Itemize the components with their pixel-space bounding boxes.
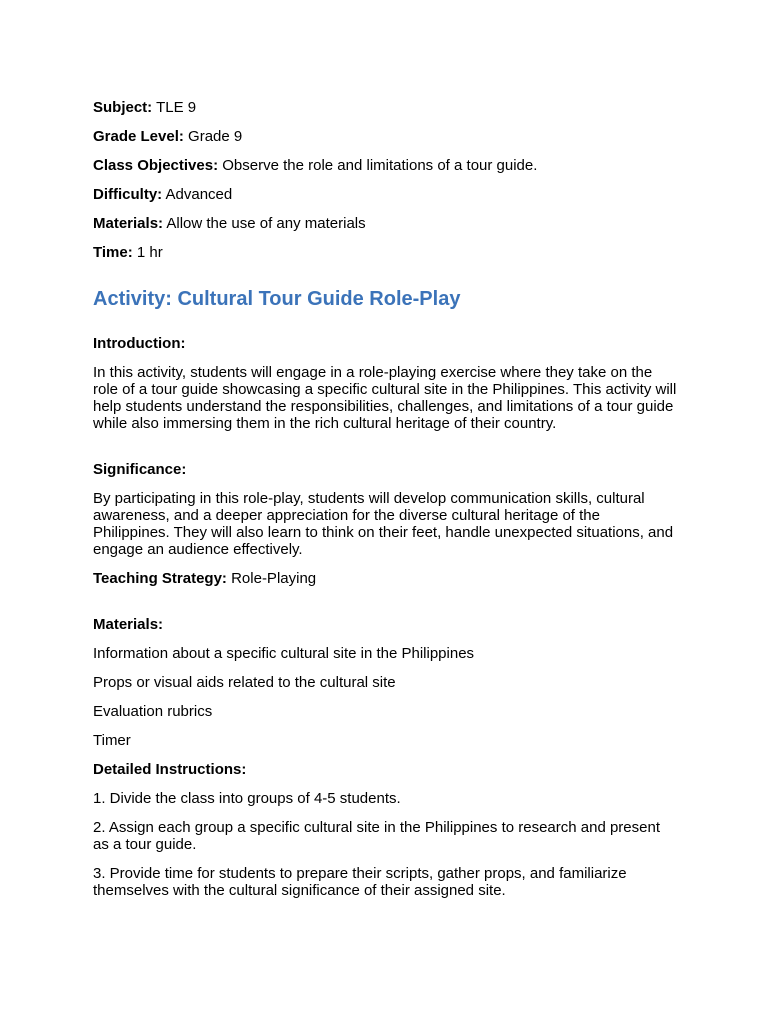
introduction-heading: Introduction: [93,335,186,352]
teaching-strategy [93,570,678,587]
activity-title: Activity: Cultural Tour Guide Role-Play [93,288,461,310]
teaching-strategy-label: Teaching Strategy: [93,570,227,587]
meta-label: Grade Level: [93,128,184,145]
meta-value: 1 hr [132,244,163,261]
materials-item: Timer [93,732,131,749]
meta-label: Materials: [93,215,164,232]
meta-label: Class Objectives: [93,157,219,174]
instruction-step: 2. Assign each group a specific cultural site in the Philippines to research and present as a tour guide. [93,819,660,853]
significance-text: By participating in this role-play, students will develop communication skills, cultural awareness, and a deeper appreciation for the diverse cultural heritage of the Philippines. They will also learn to think on their feet, handle unexpected situations, and engage an audience effectively. [93,490,674,558]
introduction-text: In this activity, students will engage in a role-playing exercise where they take on the role of a tour guide showcasing a specific cultural site in the Philippines. This activity will help students understand the responsibilities, challenges, and limitations of a tour guide while also immersing them in the rich cultural heritage of their country. [93,364,677,432]
meta-value: Allow the use of any materials [163,215,366,232]
instructions-heading: Detailed Instructions: [93,761,247,778]
meta-label: Time: [93,244,133,261]
meta-subject [93,99,678,116]
meta-label: Difficulty: [93,186,163,203]
materials-heading: Materials: [93,616,164,633]
instruction-step: 3. Provide time for students to prepare their scripts, gather props, and familiarize themselves with the cultural significance of their assigned site. [93,865,627,899]
meta-value: Grade 9 [183,128,243,145]
meta-difficulty [93,186,678,203]
meta-time [93,244,678,261]
materials-item: Information about a specific cultural site in the Philippines [93,645,475,662]
instruction-step: 1. Divide the class into groups of 4-5 students. [93,790,401,807]
meta-label: Subject: [93,99,153,116]
meta-class-objectives [93,157,678,174]
meta-value: Advanced [162,186,233,203]
meta-materials [93,215,678,232]
document-content [93,99,678,911]
meta-grade-level [93,128,678,145]
meta-value: Observe the role and limitations of a tour guide. [218,157,538,174]
materials-item: Props or visual aids related to the cultural site [93,674,396,691]
significance-heading: Significance: [93,461,187,478]
meta-value: TLE 9 [152,99,197,116]
teaching-strategy-value: Role-Playing [226,570,317,587]
materials-item: Evaluation rubrics [93,703,213,720]
